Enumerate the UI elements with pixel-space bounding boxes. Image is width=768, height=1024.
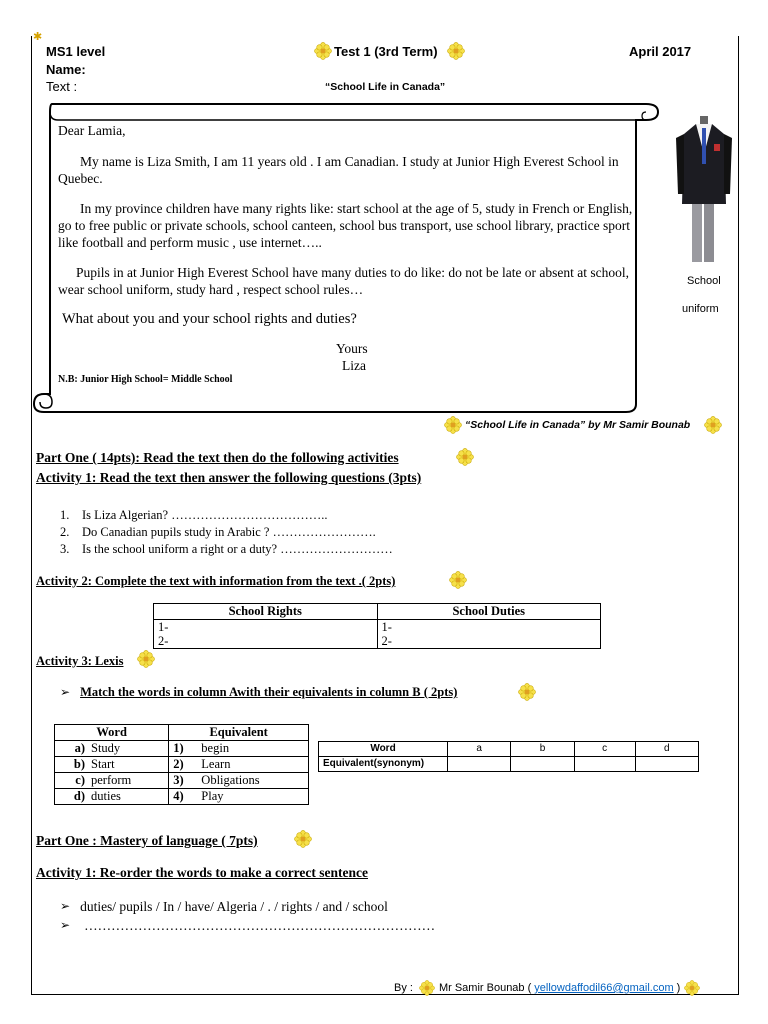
- footer-author: Mr Samir Bounab (: [438, 982, 532, 994]
- table-row: d) duties 4) Play: [55, 789, 309, 805]
- text-label: Text :: [46, 79, 78, 94]
- daffodil-icon: [314, 42, 332, 60]
- footer-close: ): [676, 982, 681, 994]
- daffodil-icon: [444, 416, 462, 434]
- table-row: b) Start 2) Learn: [55, 757, 309, 773]
- daffodil-icon: [447, 42, 465, 60]
- table-header: a: [448, 742, 511, 757]
- school-uniform-image: [676, 114, 732, 264]
- daffodil-icon: [294, 830, 312, 848]
- table-row: c) perform 3) Obligations: [55, 773, 309, 789]
- table-row: a) Study 1) begin: [55, 741, 309, 757]
- letter-closing: Yours: [336, 341, 368, 356]
- answer-line[interactable]: ➢ ……………………………………………………………………: [60, 918, 436, 933]
- uniform-caption: uniform: [682, 303, 719, 315]
- lexis-table: [54, 724, 309, 805]
- daffodil-icon: [456, 448, 474, 466]
- table-header: b: [511, 742, 574, 757]
- uniform-caption: School: [687, 275, 721, 287]
- footer-by: By :: [394, 982, 413, 994]
- author-email-link[interactable]: yellowdaffodil66@gmail.com: [534, 982, 674, 994]
- letter-paragraph: In my province children have many rights like: start school at the age of 5, study in French or English, go to free public or private schools, school canteen, school bus transport, use school library, practice sport like football and perform music , use internet…..: [58, 201, 633, 250]
- activity-title: Activity 1: Re-order the words to make a correct sentence: [36, 865, 369, 880]
- matching-answer-table: [318, 741, 699, 772]
- letter-paragraph: Pupils in at Junior High Everest School have many duties to do like: do not be late or absent at school, wear school uniform, study hard , respect school rules…: [58, 265, 630, 297]
- rights-duties-table: [153, 603, 601, 649]
- letter-question: What about you and your school rights and duties?: [62, 311, 357, 327]
- table-header: School Duties: [377, 604, 601, 620]
- answer-cell[interactable]: [574, 757, 635, 772]
- arrow-icon: ➢: [60, 918, 71, 932]
- scrambled-words: ➢ duties/ pupils / In / have/ Algeria / . / rights / and / school: [60, 899, 388, 914]
- table-header: c: [574, 742, 635, 757]
- daffodil-icon: [518, 683, 536, 701]
- table-header: d: [635, 742, 698, 757]
- answer-cell[interactable]: [448, 757, 511, 772]
- test-title: Test 1 (3rd Term): [334, 44, 438, 59]
- daffodil-icon: [684, 980, 700, 996]
- activity-instruction: ➢ Match the words in column Awith their equivalents in column B ( 2pts): [60, 685, 458, 699]
- letter-signature: Liza: [342, 358, 366, 373]
- text-credit: “School Life in Canada” by Mr Samir Bounab: [465, 419, 691, 431]
- activity-title: Activity 3: Lexis: [36, 654, 124, 668]
- answer-cell[interactable]: [635, 757, 698, 772]
- table-header: Equivalent: [169, 725, 309, 741]
- letter-greeting: Dear Lamia,: [58, 123, 126, 138]
- part-two-title: Part One : Mastery of language ( 7pts): [36, 833, 258, 848]
- level-label: MS1 level: [46, 44, 106, 59]
- answer-cell[interactable]: [511, 757, 574, 772]
- corner-star-icon: ✱: [33, 31, 43, 43]
- list-item: 1. Is Liza Algerian? ………………………………..: [60, 508, 328, 522]
- letter-scroll: [38, 104, 656, 412]
- table-header: Word: [319, 742, 448, 757]
- answer-cell[interactable]: 1-: [154, 620, 378, 635]
- footer: [394, 980, 700, 996]
- row-label: Equivalent(synonym): [319, 757, 448, 772]
- arrow-icon: ➢: [60, 899, 71, 913]
- answer-cell[interactable]: 1-: [377, 620, 601, 635]
- answer-cell[interactable]: 2-: [154, 634, 378, 649]
- letter-note: N.B: Junior High School= Middle School: [58, 374, 233, 385]
- activity-title: Activity 2: Complete the text with information from the text .( 2pts): [36, 574, 396, 588]
- table-header: Word: [55, 725, 169, 741]
- name-label: Name:: [46, 62, 86, 77]
- text-title: “School Life in Canada”: [325, 81, 446, 93]
- answer-cell[interactable]: 2-: [377, 634, 601, 649]
- daffodil-icon: [419, 980, 435, 996]
- list-item: 2. Do Canadian pupils study in Arabic ? …………………….: [60, 525, 376, 539]
- letter-paragraph: My name is Liza Smith, I am 11 years old . I am Canadian. I study at Junior High Everest School in Quebec.: [58, 154, 619, 186]
- activity-title: Activity 1: Read the text then answer the following questions (3pts): [36, 470, 422, 485]
- question-list: [60, 507, 393, 558]
- list-item: 3. Is the school uniform a right or a duty? ………………………: [60, 542, 393, 556]
- arrow-icon: ➢: [60, 685, 71, 699]
- table-header: School Rights: [154, 604, 378, 620]
- daffodil-icon: [137, 650, 155, 668]
- part-one-title: Part One ( 14pts): Read the text then do the following activities: [36, 450, 399, 465]
- daffodil-icon: [449, 571, 467, 589]
- test-date: April 2017: [629, 44, 692, 59]
- daffodil-icon: [704, 416, 722, 434]
